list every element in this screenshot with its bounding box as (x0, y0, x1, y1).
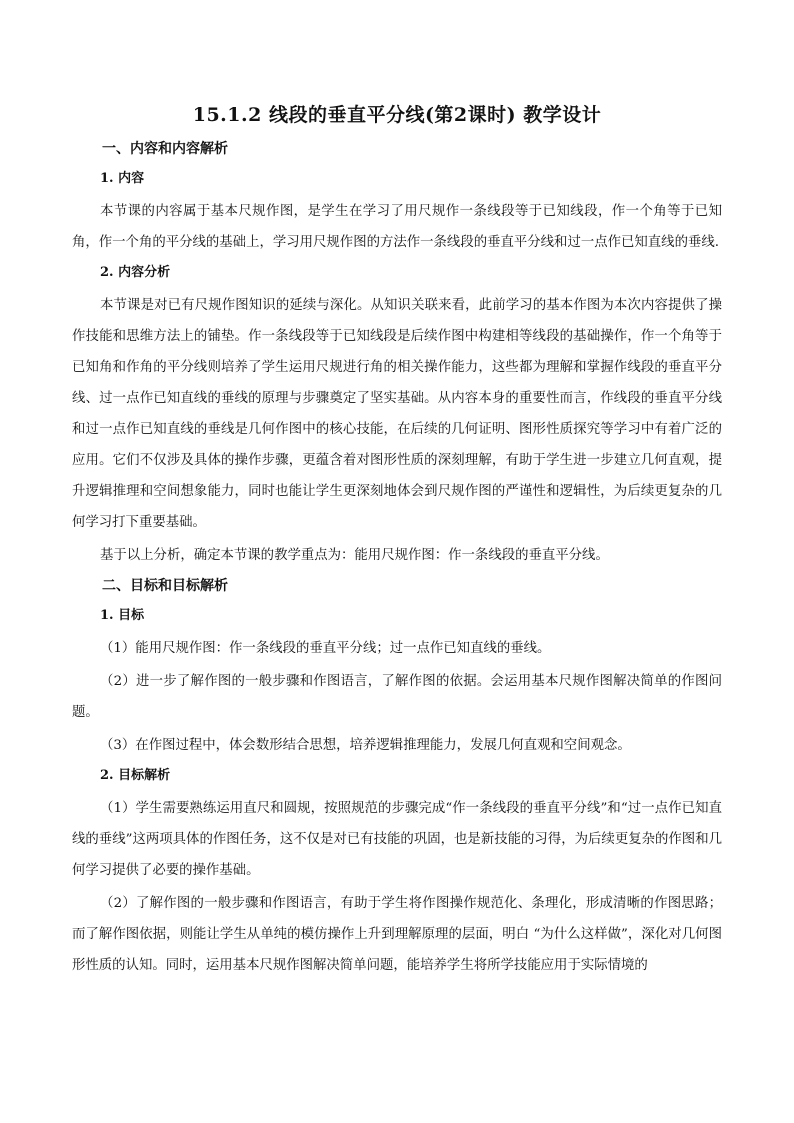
subsection-heading-goals: 1. 目标 (100, 608, 145, 623)
goal-analysis-item-2: （2）了解作图的一般步骤和作图语言，有助于学生将作图操作规范化、条理化，形成清晰的作图思路；而了解作图依据，则能让学生从单纯的模仿操作上升到理解原理的层面，明白 “为什么这样做”，深化对几何图形性质的认知。同时，运用基本尺规作图解决简单问题，能培养学生将所学技能应用于实际情境的 (72, 896, 722, 973)
goal-item-1: （1）能用尺规作图：作一条线段的垂直平分线；过一点作已知直线的垂线。 (100, 641, 551, 656)
subsection-heading-analysis: 2. 内容分析 (100, 265, 171, 280)
document-title: 15.1.2 线段的垂直平分线(第2课时) 教学设计 (192, 104, 602, 126)
analysis-paragraph: 本节课是对已有尺规作图知识的延续与深化。从知识关联来看，此前学习的基本作图为本次内容提供了操作技能和思维方法上的铺垫。作一条线段等于已知线段是后续作图中构建相等线段的基础操作，作一个角等于已知角和作角的平分线则培养了学生运用尺规进行角的相关操作能力，这些都为理解和掌握作线段的垂直平分线、过一点作已知直线的垂线的原理与步骤奠定了坚实基础。从内容本身的重要性而言，作线段的垂直平分线和过一点作已知直线的垂线是几何作图中的核心技能，在后续的几何证明、图形性质探究等学习中有着广泛的应用。它们不仅涉及具体的操作步骤，更蕴含着对图形性质的深刻理解，有助于学生进一步建立几何直观，提升逻辑推理和空间想象能力，同时也能让学生更深刻地体会到尺规作图的严谨性和逻辑性，为后续更复杂的几何学习打下重要基础。 (72, 298, 722, 530)
section-heading-content: 一、内容和内容解析 (102, 141, 228, 157)
goal-analysis-item-1: （1）学生需要熟练运用直尺和圆规，按照规范的步骤完成“作一条线段的垂直平分线”和“过一点作已知直线的垂线”这两项具体的作图任务，这不仅是对已有技能的巩固，也是新技能的习得，为后续更复杂的作图和几何学习提供了必要的操作基础。 (72, 801, 722, 878)
goal-item-3: （3）在作图过程中，体会数形结合思想，培养逻辑推理能力，发展几何直观和空间观念。 (100, 738, 631, 753)
section-heading-goals: 二、目标和目标解析 (102, 578, 228, 594)
key-point-paragraph: 基于以上分析，确定本节课的教学重点为：能用尺规作图：作一条线段的垂直平分线。 (100, 548, 609, 563)
subsection-heading-content: 1. 内容 (100, 171, 145, 186)
subsection-heading-goal-analysis: 2. 目标解析 (100, 768, 171, 783)
document-page (72, 100, 722, 983)
goal-item-2: （2）进一步了解作图的一般步骤和作图语言，了解作图的依据。会运用基本尺规作图解决简单的作图问题。 (72, 674, 722, 720)
content-paragraph: 本节课的内容属于基本尺规作图，是学生在学习了用尺规作一条线段等于已知线段，作一个角等于已知角，作一个角的平分线的基础上，学习用尺规作图的方法作一条线段的垂直平分线和过一点作已知直线的垂线. (72, 204, 722, 250)
